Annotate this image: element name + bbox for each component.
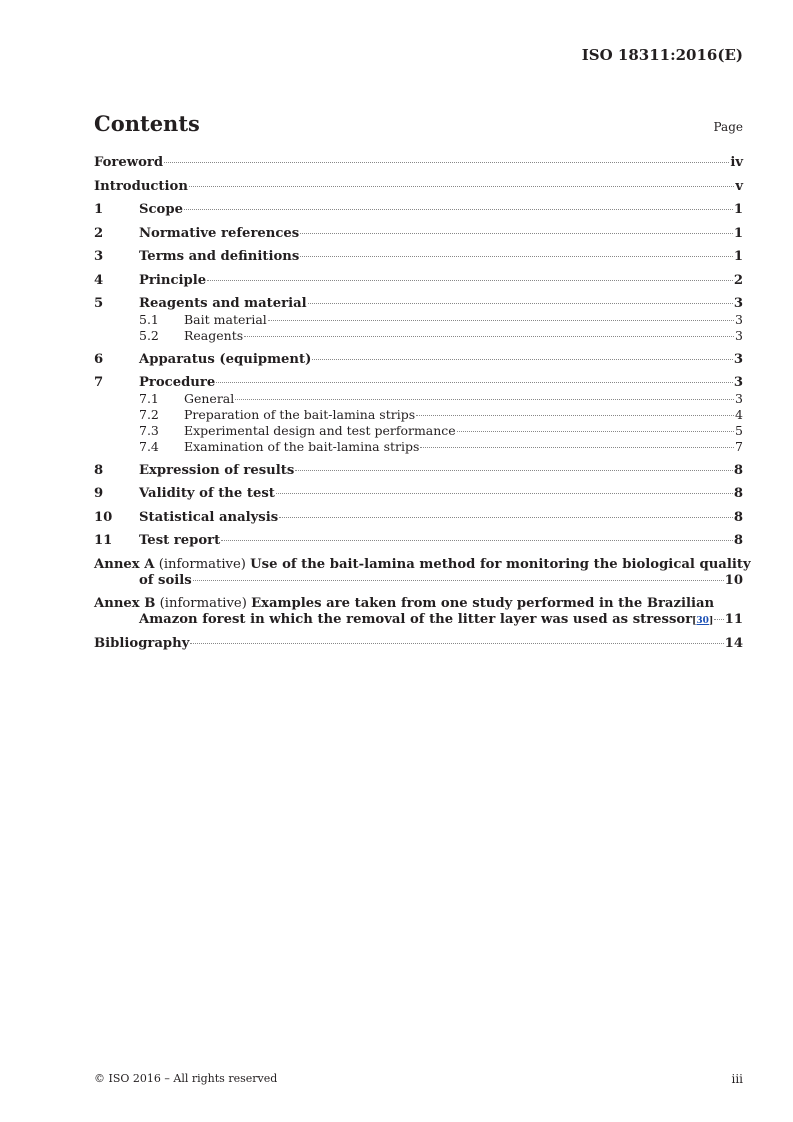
toc-entry-page: 3 (733, 296, 743, 311)
dot-leader (276, 493, 733, 494)
toc-entry-page: 3 (735, 312, 743, 327)
toc-entry-page: 3 (735, 391, 743, 406)
annex-page: 11 (724, 612, 743, 627)
dot-leader (190, 643, 723, 644)
copyright-notice: © ISO 2016 – All rights reserved (94, 1072, 278, 1085)
toc-entry-number: 7 (94, 375, 104, 390)
annex-type: (informative) (158, 556, 246, 572)
toc-entry-title: Foreword (94, 155, 164, 170)
toc-entry-title: Test report (139, 533, 221, 548)
dot-leader (416, 415, 734, 416)
dot-leader (235, 399, 734, 400)
dot-leader (300, 256, 733, 257)
toc-entry-number: 7.2 (139, 407, 159, 422)
annex-page: 10 (724, 572, 743, 588)
annex-title-line-2: of soils (139, 572, 192, 588)
contents-heading-row (94, 111, 743, 136)
toc-entry-page: 1 (733, 249, 743, 264)
toc-entry-number: 5 (94, 296, 104, 311)
toc-entry-number: 5.1 (139, 312, 159, 327)
toc-entry-title: General (184, 391, 235, 406)
toc-entry-page: 3 (735, 328, 743, 343)
dot-leader (193, 580, 724, 581)
dot-leader (207, 280, 733, 281)
annex-line-2: Amazon forest in which the removal of the litter layer was used as stressor [30] 11 (139, 612, 743, 627)
toc-entry-title: Scope (139, 202, 183, 217)
toc-entry-title: Expression of results (139, 462, 295, 478)
dot-leader (244, 336, 734, 337)
page-footer (94, 1072, 743, 1086)
toc-entry-title: Examination of the bait-lamina strips (184, 439, 420, 454)
toc-entry-page: 1 (733, 202, 743, 217)
toc-entry-page: 2 (733, 272, 743, 288)
toc-subentry[interactable] (94, 312, 743, 328)
dot-leader (457, 431, 734, 432)
toc-entry-title: Procedure (139, 375, 216, 390)
toc-entry-number: 3 (94, 249, 104, 264)
dot-leader (312, 359, 732, 360)
toc-entry[interactable] (94, 533, 743, 549)
toc-entry-title: Bibliography (94, 635, 190, 651)
toc-entry[interactable] (94, 249, 743, 265)
annex-title-line-1: Use of the bait-lamina method for monitoring the biological quality (250, 556, 751, 572)
toc-subentry[interactable] (94, 391, 743, 407)
toc-entry-number: 10 (94, 509, 113, 525)
toc-subentry[interactable] (94, 407, 743, 423)
annex-label: Annex A (94, 556, 155, 572)
annex-entry[interactable] (94, 556, 751, 589)
toc-entry-number: 1 (94, 202, 104, 217)
toc-entry-title: Experimental design and test performance (184, 423, 456, 438)
citation-link[interactable]: 30 (696, 616, 709, 626)
dot-leader (279, 517, 733, 518)
annex-line-1 (94, 596, 743, 612)
toc-entry[interactable] (94, 296, 743, 312)
toc-entry-page: 5 (735, 423, 743, 438)
toc-entry-bibliography[interactable] (94, 636, 743, 652)
annex-line-2 (94, 573, 743, 589)
toc-entry[interactable] (94, 352, 743, 368)
page-column-label: Page (713, 120, 743, 134)
annex-title-line-2: Amazon forest in which the removal of the litter layer was used as stressor (139, 612, 693, 627)
toc-entry[interactable] (94, 155, 743, 171)
toc-entry-page: 8 (733, 533, 743, 548)
annex-title-line-1: Examples are taken from one study performed in the Brazilian (251, 596, 715, 611)
toc-entry-title: Principle (139, 272, 207, 288)
toc-entry-page: 1 (733, 225, 743, 241)
toc-entry-page: iv (730, 155, 743, 170)
toc-entry-number: 7.4 (139, 439, 159, 454)
dot-leader (216, 382, 733, 383)
toc-entry-title: Bait material (184, 312, 267, 327)
toc-entry-title: Reagents (184, 328, 244, 343)
toc-entry-title: Introduction (94, 178, 188, 194)
toc-entry-number: 11 (94, 533, 113, 548)
dot-leader (300, 233, 733, 234)
toc-entry-page: 8 (733, 509, 743, 525)
toc-entry[interactable] (94, 273, 743, 289)
dot-leader (189, 186, 734, 187)
annex-entry[interactable] (94, 596, 743, 628)
toc-entry-title: Statistical analysis (139, 509, 279, 525)
dot-leader (221, 540, 733, 541)
toc-entry-number: 6 (94, 351, 104, 367)
toc-entry-page: 3 (733, 375, 743, 390)
toc-entry-number: 9 (94, 486, 104, 501)
toc-entry-number: 5.2 (139, 328, 159, 343)
toc-entry-number: 8 (94, 462, 104, 478)
toc-entry-number: 7.1 (139, 391, 159, 406)
toc-entry-page: 8 (733, 462, 743, 478)
toc-subentry[interactable] (94, 328, 743, 344)
toc-entry-page: 8 (733, 486, 743, 501)
annex-type: (informative) (159, 596, 247, 611)
dot-leader (164, 162, 729, 163)
dot-leader (714, 619, 723, 620)
toc-entry-page: v (735, 178, 743, 194)
contents-title: Contents (94, 111, 200, 136)
toc-entry[interactable] (94, 226, 743, 242)
toc-entry-page: 7 (735, 439, 743, 454)
toc-entry-page: 14 (724, 635, 743, 651)
toc-entry-title: Terms and definitions (139, 249, 300, 264)
dot-leader (308, 303, 733, 304)
dot-leader (268, 320, 734, 321)
dot-leader (184, 209, 733, 210)
toc-entry-title: Apparatus (equipment) (139, 351, 312, 367)
toc-entry[interactable] (94, 375, 743, 391)
toc-entry-title: Preparation of the bait-lamina strips (184, 407, 416, 422)
annex-line-1 (94, 556, 751, 573)
toc-subentry[interactable] (94, 423, 743, 439)
toc-entry-title: Validity of the test (139, 486, 275, 501)
toc-entry[interactable] (94, 510, 743, 526)
page-number: iii (731, 1072, 743, 1086)
toc-entry[interactable] (94, 463, 743, 479)
toc-entry[interactable] (94, 179, 743, 195)
toc-entry[interactable] (94, 486, 743, 502)
toc-entry-page: 4 (735, 407, 743, 422)
toc-entry-number: 4 (94, 272, 104, 288)
document-id: ISO 18311:2016(E) (581, 46, 743, 64)
toc-entry-page: 3 (733, 351, 743, 367)
toc-entry-number: 7.3 (139, 423, 159, 438)
toc-entry-title: Reagents and material (139, 296, 307, 311)
table-of-contents (94, 155, 751, 652)
annex-label: Annex B (94, 596, 156, 611)
toc-subentry[interactable] (94, 439, 743, 455)
dot-leader (295, 470, 733, 471)
toc-entry[interactable] (94, 202, 743, 218)
toc-entry-number: 2 (94, 225, 104, 241)
toc-entry-title: Normative references (139, 225, 300, 241)
dot-leader (420, 447, 734, 448)
